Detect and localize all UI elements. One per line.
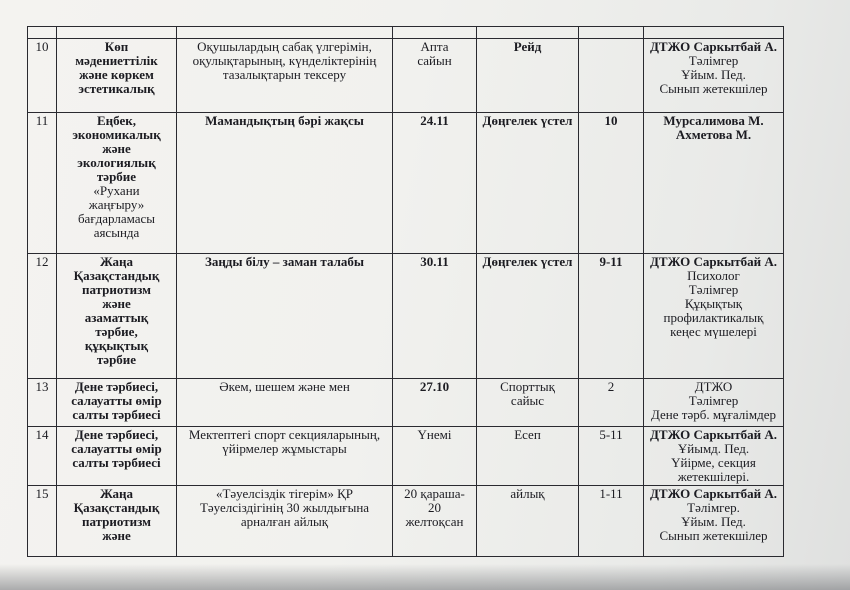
direction-cell-line: экономикалық [72,127,161,142]
direction-cell-line: мәдениеттілік [75,53,158,68]
page-shadow [0,564,850,590]
responsible-cell [644,254,784,379]
direction-cell-line: Еңбек, [97,113,136,128]
event-cell-line: Оқушылардың сабақ үлгерімін, [197,39,372,54]
event-cell-line: Заңды білу – заман талабы [204,254,365,269]
direction-cell-line: Дене тәрбиесі, [74,427,159,442]
date-cell [393,486,477,557]
responsible-cell-line: Сынып жетекшілер [659,528,768,543]
grade-cell [579,113,644,254]
table-body [28,27,784,557]
event-cell [177,39,393,113]
grade-cell [579,379,644,427]
date-cell-line: желтоқсан [405,514,464,529]
responsible-cell-line: Ахметова М. [675,127,752,142]
date-cell-line: 27.10 [419,379,450,394]
event-cell [177,427,393,486]
direction-cell-line: аясында [93,225,140,240]
date-cell-line: Үнемі [417,427,452,442]
direction-cell-line: құқықтық [84,338,149,353]
date-cell [393,379,477,427]
direction-cell-line: Жаңа [99,254,134,269]
direction-cell-line: салауатты өмір [71,441,162,456]
form-cell-line: Есеп [514,427,541,442]
row-number [28,379,57,427]
grade-cell [579,254,644,379]
form-cell [477,486,579,557]
direction-cell-line: және көркем [79,67,154,82]
responsible-cell-line: Сынып жетекшілер [659,81,768,96]
responsible-cell [644,486,784,557]
event-cell-line: үйірмелер жұмыстары [222,441,347,456]
row-number [28,427,57,486]
responsible-cell-line: Мурсалимова М. [663,113,764,128]
row-number-text: 14 [35,427,49,442]
responsible-cell-line: Дене тәрб. мұғалімдер [651,407,776,422]
event-cell-line: Мектептегі спорт секцияларының, [188,427,381,442]
row-number [28,254,57,379]
responsible-cell-line: Тәлімгер. [687,500,740,515]
responsible-cell [644,379,784,427]
responsible-cell-line: ДТЖО Саркытбай А. [649,39,778,54]
grade-cell-line: 1-11 [599,486,623,501]
direction-cell-line: экологиялық [77,155,156,170]
direction-cell-line: бағдарламасы [77,211,156,226]
responsible-cell-line: профилактикалық [663,310,764,325]
grade-cell [579,486,644,557]
direction-cell [57,113,177,254]
responsible-cell-line: ДТЖО Саркытбай А. [649,427,778,442]
responsible-cell-line: Тәлімгер [688,282,739,297]
direction-cell-line: эстетикалық [78,81,155,96]
event-cell-line: оқулықтарының, күнделіктерінің [192,53,377,68]
event-cell [177,379,393,427]
form-cell [477,254,579,379]
form-cell-line: Спорттық [500,379,555,394]
strip-cell [57,27,177,39]
direction-cell-line: «Рухани [93,183,140,198]
grade-cell [579,427,644,486]
event-cell-line: Тәуелсіздігінің 30 жылдығына [199,500,370,515]
date-cell-line: 30.11 [420,254,449,269]
date-cell [393,39,477,113]
table-row [28,113,784,254]
responsible-cell-line: Ұйым. Пед. [681,67,746,82]
responsible-cell-line: ДТЖО Саркытбай А. [649,254,778,269]
plan-table [27,26,784,557]
responsible-cell-line: Ұйымд. Пед. [677,441,750,456]
event-cell-line: тазалықтарын тексеру [222,67,347,82]
row-number-text: 15 [35,486,49,501]
responsible-cell-line: Тәлімгер [688,393,739,408]
grade-cell-line: 2 [607,379,615,394]
direction-cell-line: жаңғыру» [88,197,145,212]
date-cell-line: сайын [417,53,452,68]
grade-cell [579,39,644,113]
responsible-cell [644,113,784,254]
event-cell-line: Мамандықтың бәрі жақсы [205,113,364,128]
responsible-cell-line: кеңес мүшелері [670,324,757,339]
event-cell-line: «Тәуелсіздік тігерім» ҚР [215,486,354,501]
direction-cell [57,39,177,113]
direction-cell-line: Қазақстандық [73,500,160,515]
date-cell-line: 20 [428,500,441,515]
date-cell-line: Апта [420,39,449,54]
row-number-text: 12 [35,254,49,269]
direction-cell [57,486,177,557]
table-row [28,254,784,379]
date-cell [393,427,477,486]
direction-cell-line: салты тәрбиесі [72,407,161,422]
responsible-cell-line: жетекшілері. [677,469,750,484]
direction-cell-line: Дене тәрбиесі, [74,379,159,394]
form-cell-line: Дөңгелек үстел [482,254,573,269]
row-number [28,113,57,254]
row-number-text: 13 [35,379,49,394]
direction-cell-line: салауатты өмір [71,393,162,408]
strip-cell [579,27,644,39]
event-cell [177,113,393,254]
date-cell-line: 24.11 [420,113,449,128]
responsible-cell-line: ДТЖО [694,379,733,394]
form-cell [477,379,579,427]
responsible-cell-line: Құқықтық [684,296,743,311]
row-number-text: 11 [35,113,49,128]
direction-cell [57,254,177,379]
responsible-cell-line: Тәлімгер [688,53,739,68]
direction-cell-line: Жаңа [99,486,134,501]
responsible-cell [644,39,784,113]
row-number-text: 10 [35,39,49,54]
strip-cell [28,27,57,39]
form-cell-line: Рейд [513,39,542,54]
direction-cell [57,379,177,427]
row-number [28,39,57,113]
table-top-strip [28,27,784,39]
direction-cell-line: патриотизм [81,282,152,297]
direction-cell-line: және [102,141,131,156]
direction-cell-line: азаматтық [84,310,149,325]
responsible-cell-line: Үйірме, секция [671,455,756,470]
strip-cell [393,27,477,39]
direction-cell-line: Қазақстандық [73,268,160,283]
form-cell [477,113,579,254]
direction-cell-line: патриотизм [81,514,152,529]
responsible-cell-line: Ұйым. Пед. [681,514,746,529]
grade-cell-line: 9-11 [599,254,623,269]
event-cell [177,486,393,557]
date-cell-line: 20 қараша- [404,486,465,501]
table-row [28,39,784,113]
form-cell-line: айлық [510,486,545,501]
direction-cell-line: тәрбие [96,169,137,184]
strip-cell [177,27,393,39]
direction-cell [57,427,177,486]
direction-cell-line: және [102,296,131,311]
table-row [28,379,784,427]
direction-cell-line: тәрбие [96,352,137,367]
responsible-cell-line: Психолог [687,268,740,283]
strip-cell [477,27,579,39]
direction-cell-line: салты тәрбиесі [72,455,161,470]
responsible-cell-line: ДТЖО Саркытбай А. [649,486,778,501]
grade-cell-line: 10 [604,113,618,128]
event-cell [177,254,393,379]
strip-cell [644,27,784,39]
table-row [28,486,784,557]
event-cell-line: Әкем, шешем және мен [219,379,350,394]
responsible-cell [644,427,784,486]
date-cell [393,113,477,254]
event-cell-line: арналған айлық [240,514,329,529]
date-cell [393,254,477,379]
direction-cell-line: және [102,528,131,543]
form-cell-line: Дөңгелек үстел [482,113,573,128]
direction-cell-line: тәрбие, [95,324,138,339]
form-cell [477,39,579,113]
form-cell [477,427,579,486]
direction-cell-line: Көп [104,39,129,54]
form-cell-line: сайыс [510,393,545,408]
grade-cell-line: 5-11 [599,427,623,442]
table-row [28,427,784,486]
row-number [28,486,57,557]
